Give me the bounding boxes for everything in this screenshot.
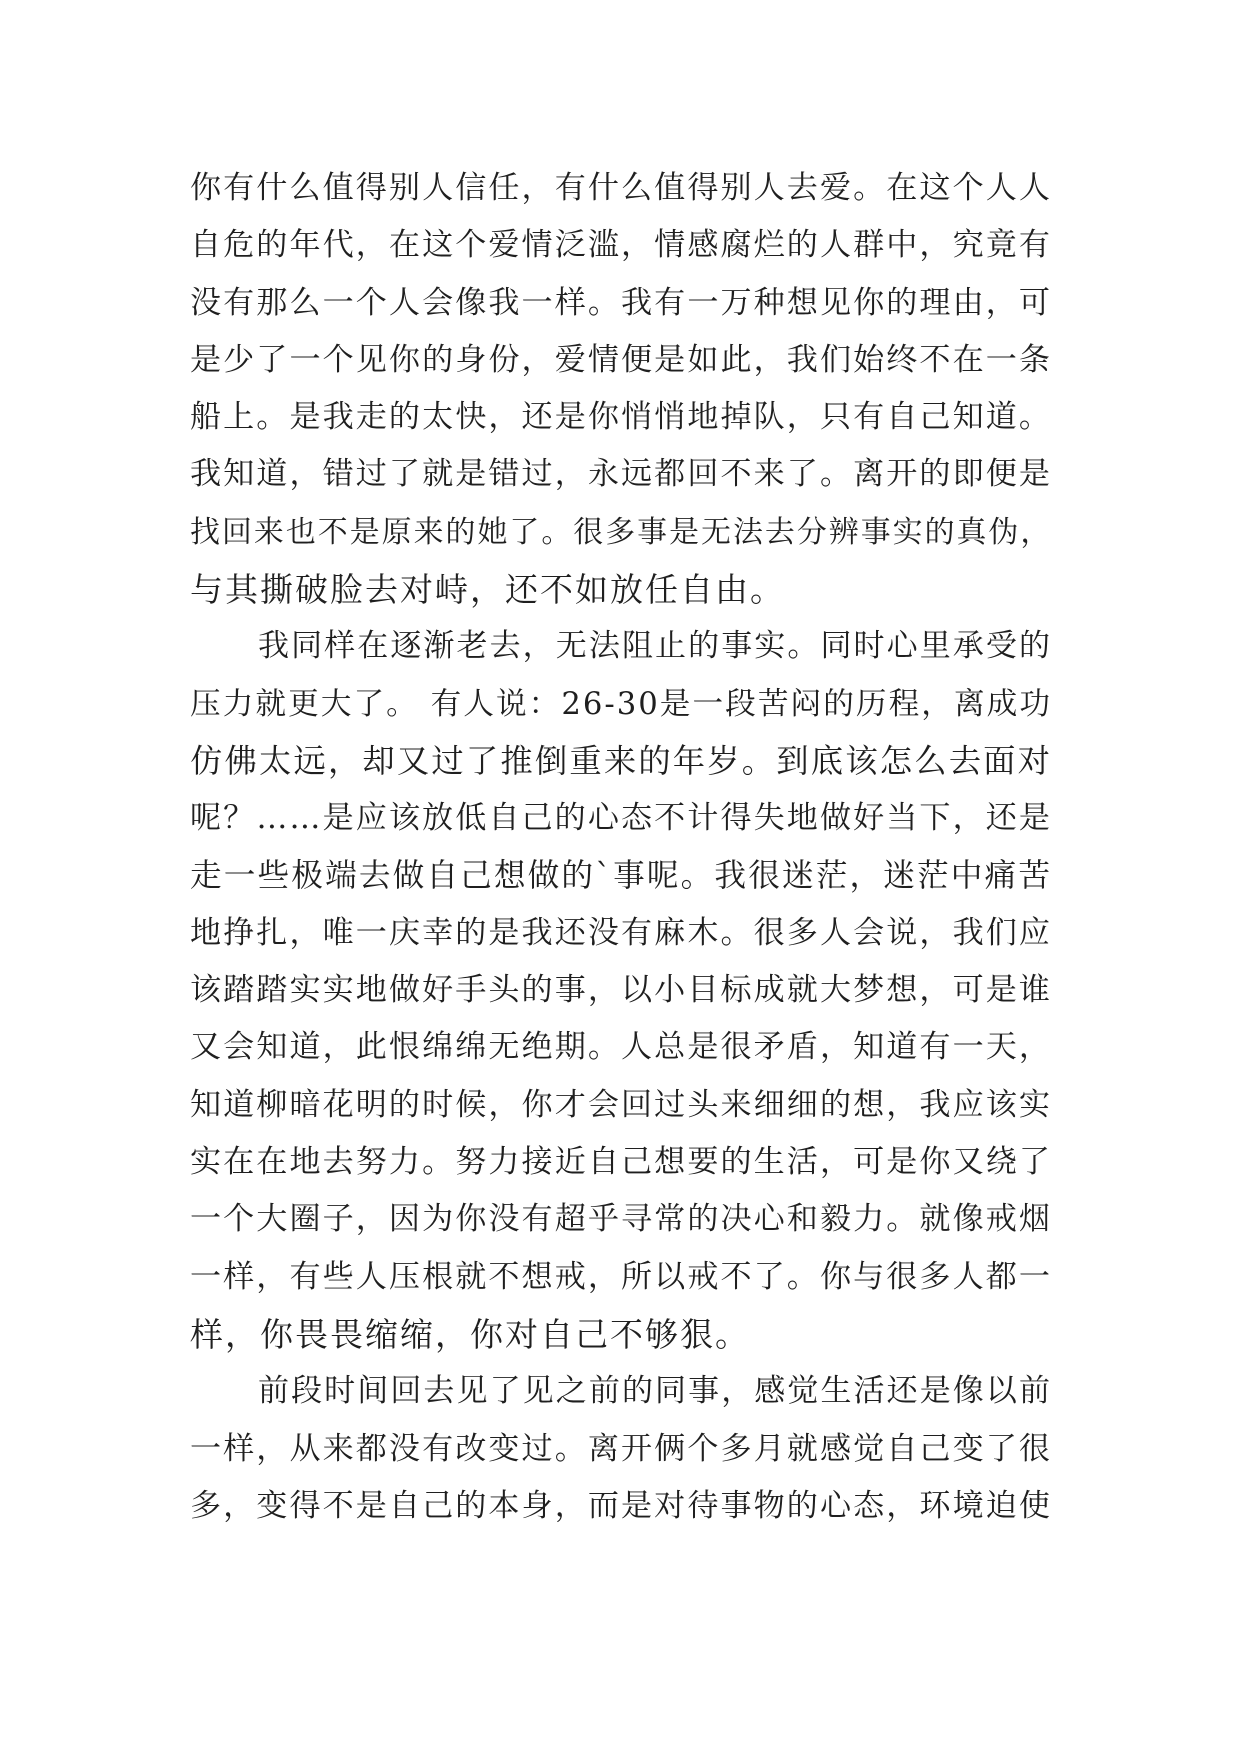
text-line: 我同样在逐渐老去，无法阻止的事实。同时心里承受的 xyxy=(258,628,1052,665)
text-line: 又会知道，此恨绵绵无绝期。人总是很矛盾，知道有一天， xyxy=(190,1029,1052,1066)
text-line: 前段时间回去见了见之前的同事，感觉生活还是像以前 xyxy=(258,1373,1052,1410)
text-line: 你有什么值得别人信任，有什么值得别人去爱。在这个人人 xyxy=(190,170,1052,206)
text-line: 呢？……是应该放低自己的心态不计得失地做好当下，还是 xyxy=(190,800,1052,837)
text-line: 我知道，错过了就是错过，永远都回不来了。离开的即便是 xyxy=(190,456,1052,493)
text-line: 与其撕破脸去对峙，还不如放任自由。 xyxy=(190,570,785,610)
body-text xyxy=(190,160,1052,1535)
text-line: 一个大圈子，因为你没有超乎寻常的决心和毅力。就像戒烟 xyxy=(190,1201,1052,1238)
text-line: 找回来也不是原来的她了。很多事是无法去分辨事实的真伪， xyxy=(190,514,1053,550)
text-line: 是少了一个见你的身份，爱情便是如此，我们始终不在一条 xyxy=(190,341,1052,378)
text-line: 实在在地去努力。努力接近自己想要的生活，可是你又绕了 xyxy=(190,1144,1052,1181)
text-line: 船上。是我走的太快，还是你悄悄地掉队，只有自己知道。 xyxy=(190,399,1052,436)
text-line: 多，变得不是自己的本身，而是对待事物的心态，环境迫使 xyxy=(190,1487,1052,1524)
text-line: 一样，有些人压根就不想戒，所以戒不了。你与很多人都一 xyxy=(190,1258,1052,1295)
text-line: 知道柳暗花明的时候，你才会回过头来细细的想，我应该实 xyxy=(190,1086,1052,1123)
text-line: 走一些极端去做自己想做的`事呢。我很迷茫，迷茫中痛苦 xyxy=(190,857,1052,894)
text-line: 一样，从来都没有改变过。离开俩个多月就感觉自己变了很 xyxy=(190,1430,1052,1467)
text-line: 地挣扎，唯一庆幸的是我还没有麻木。很多人会说，我们应 xyxy=(190,914,1052,951)
text-line: 自危的年代，在这个爱情泛滥，情感腐烂的人群中，究竟有 xyxy=(190,227,1052,264)
text-line: 样，你畏畏缩缩，你对自己不够狠。 xyxy=(190,1314,750,1354)
text-line: 没有那么一个人会像我一样。我有一万种想见你的理由，可 xyxy=(190,284,1052,321)
text-line: 该踏踏实实地做好手头的事，以小目标成就大梦想，可是谁 xyxy=(190,972,1052,1009)
text-line: 压力就更大了。 有人说：26-30是一段苦闷的历程，离成功 xyxy=(190,686,1052,722)
text-line: 仿佛太远，却又过了推倒重来的年岁。到底该怎么去面对 xyxy=(190,741,1052,780)
